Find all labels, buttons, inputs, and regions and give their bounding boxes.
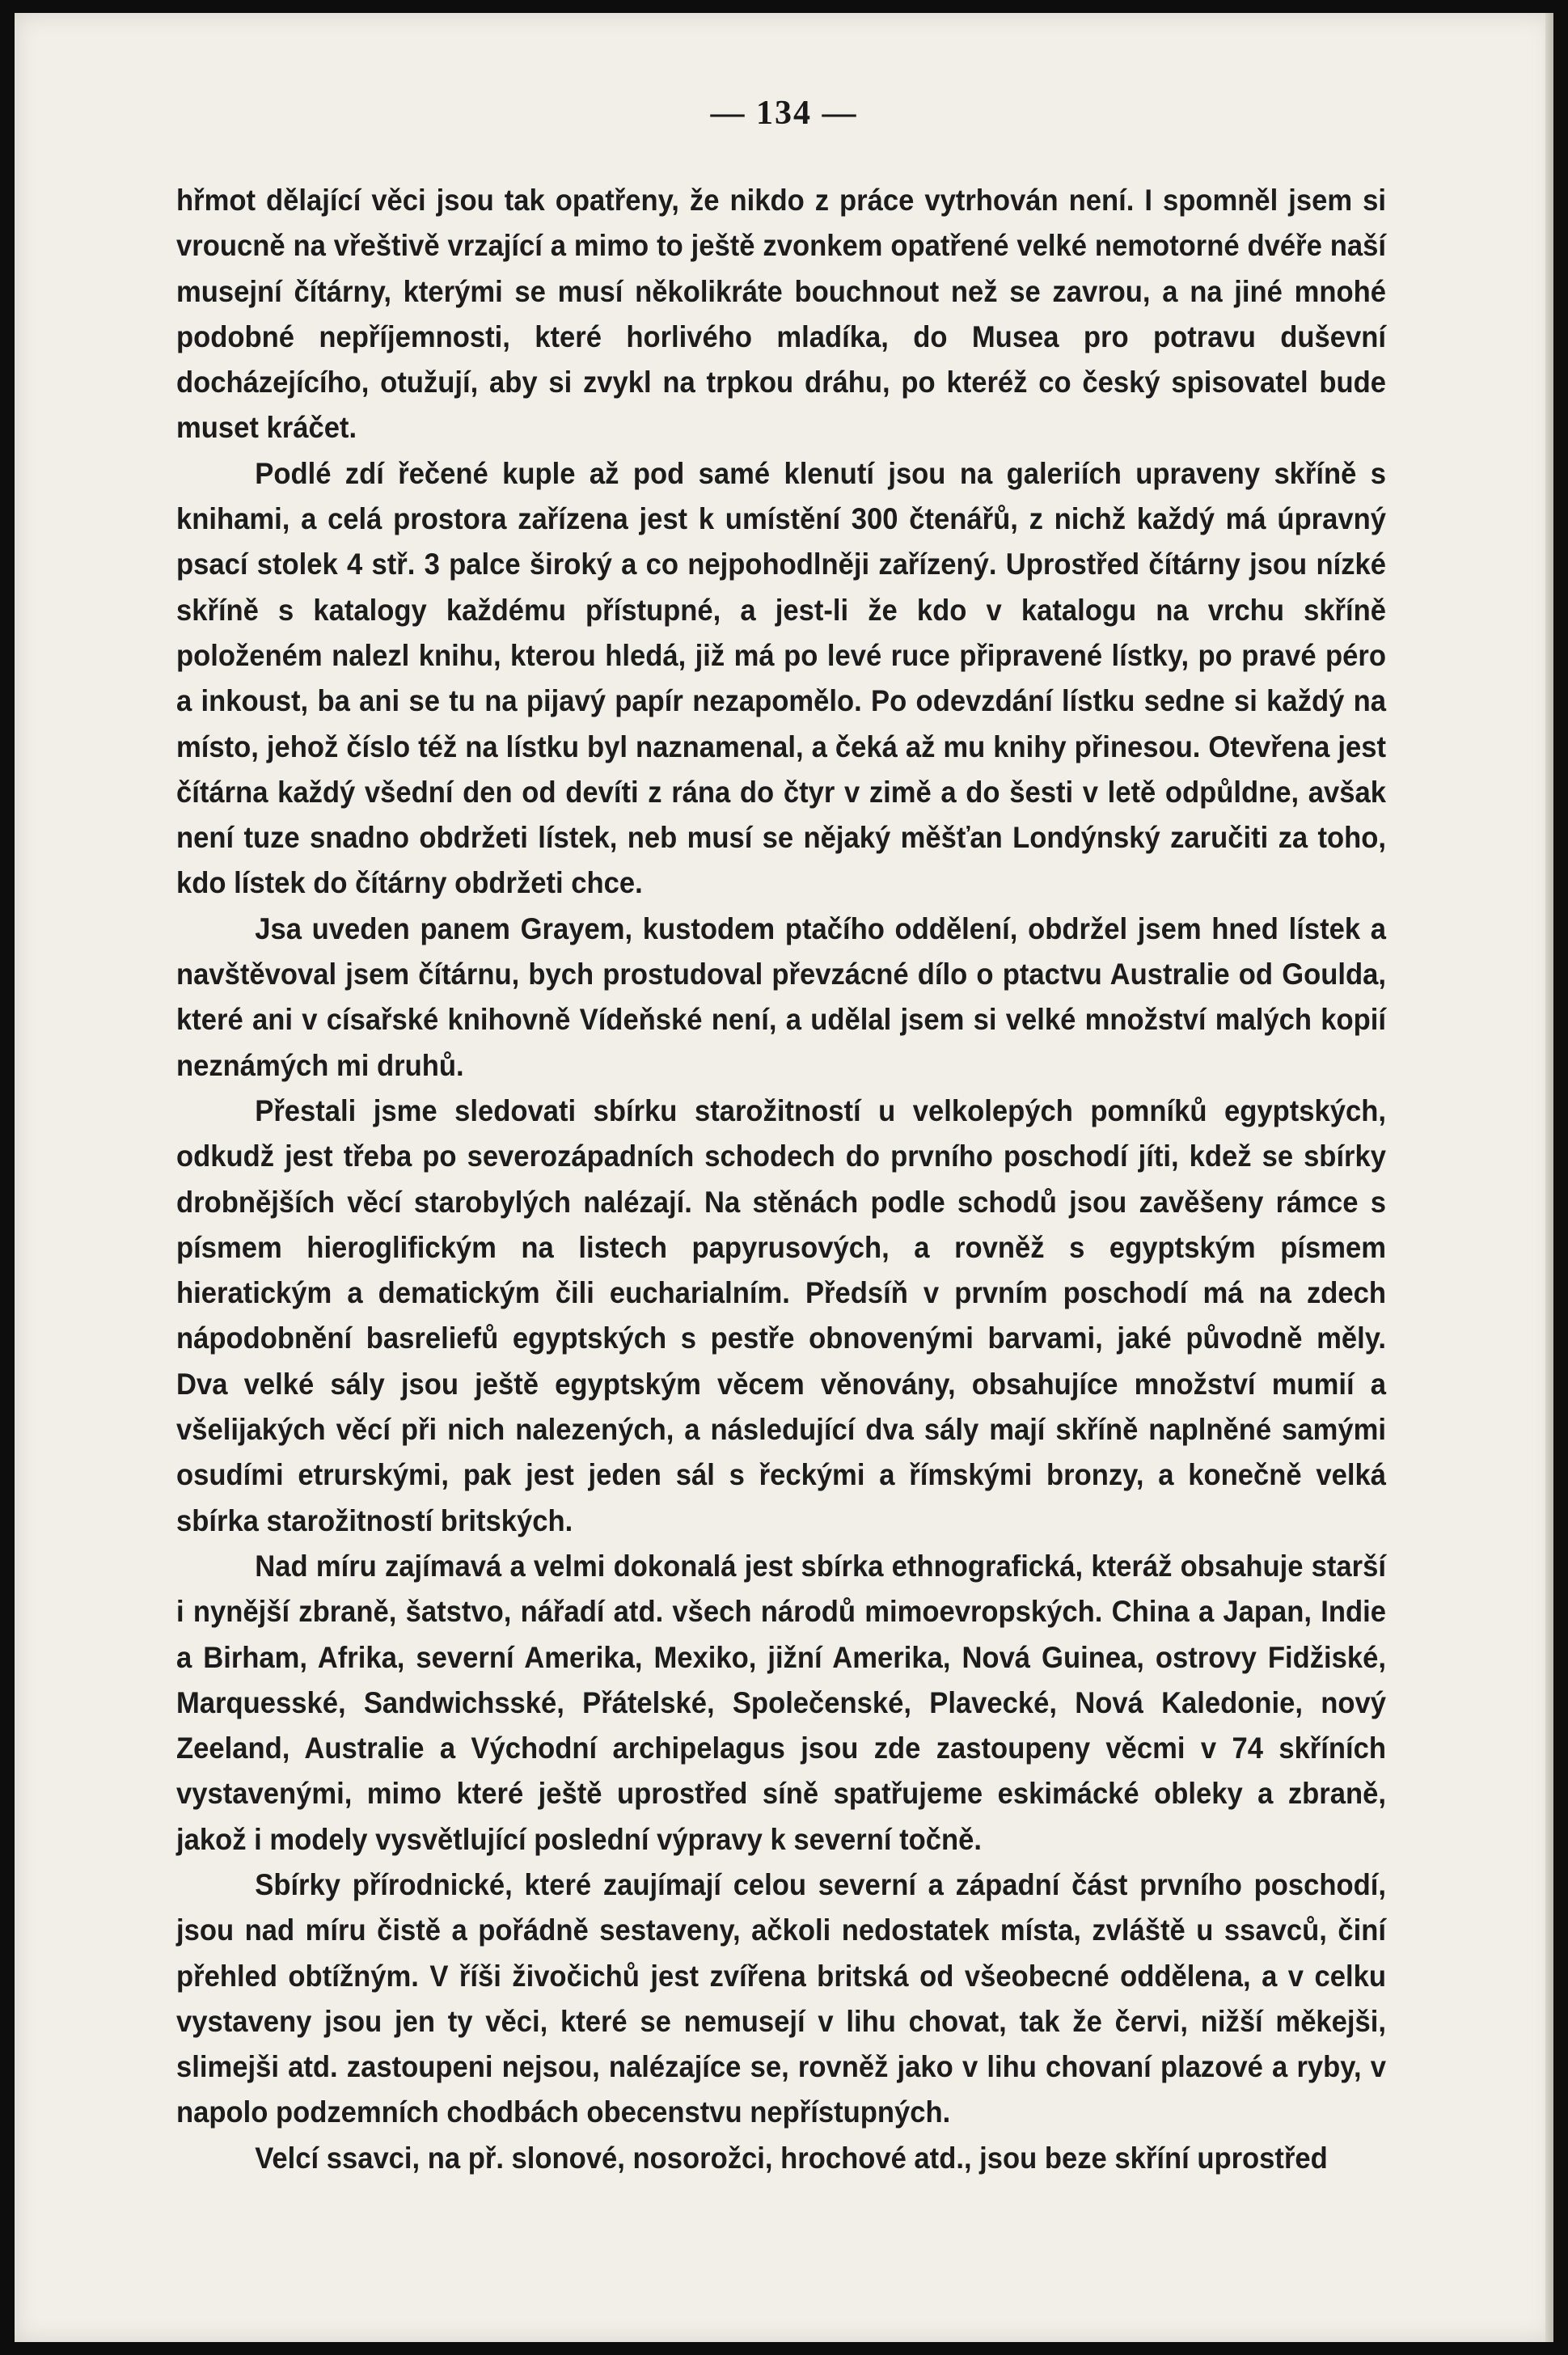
paragraph-6: Sbírky přírodnické, které zaujímají celou severní a západní část prvního poschodí, jsou nad míru čistě a pořádně sestaveny, ačkoli nedostatek místa, zvláště u ssavců, činí přehled obtížným. V říši živočichů jest zvířena britská od všeobecné oddělena, a v celku vystaveny jsou jen ty věci, které se nemusejí v lihu chovat, tak že červi, nižší měkejši, slimejši atd. zastoupeni nejsou, nalézajíce se, rovněž jako v lihu chovaní plazové a ryby, v napolo podzemních chodbách obecenstvu nepřístupných. (176, 1867, 1386, 2129)
paragraph-3: Jsa uveden panem Grayem, kustodem ptačího oddělení, obdržel jsem hned lístek a navštěvoval jsem čítárnu, bych prostudoval převzácné dílo o ptactvu Australie od Goulda, které ani v císařské knihovně Vídeňské není, a udělal jsem si velké množství malých kopií neznámých mi druhů. (176, 911, 1386, 1082)
page-number: — 134 — (710, 95, 858, 132)
page-edge (1545, 13, 1553, 2342)
paragraph-1: hřmot dělající věci jsou tak opatřeny, že nikdo z práce vytrhován není. I spomněl jsem si vroucně na vřeštivě vrzající a mimo to ještě zvonkem opatřené velké nemotorné dvéře naší musejní čítárny, kterými se musí několikráte bouchnout než se zavrou, a na jiné mnohé podobné nepříjemnosti, které horlivého mladíka, do Musea pro potravu duševní docházejícího, otužují, aby si zvykl na trpkou dráhu, po kteréž co český spisovatel bude muset kráčet. (176, 184, 1386, 445)
body-text (176, 178, 1386, 2181)
paragraph-7: Velcí ssavci, na př. slonové, nosorožci, hrochové atd., jsou beze skříní uprostřed (255, 2141, 1328, 2175)
paragraph-5: Nad míru zajímavá a velmi dokonalá jest sbírka ethnografická, kteráž obsahuje starší i nynější zbraně, šatstvo, nářadí atd. všech národů mimoevropských. China a Japan, Indie a Birham, Afrika, severní Amerika, Mexiko, jižní Amerika, Nová Guinea, ostrovy Fidžiské, Marquesské, Sandwichsské, Přátelské, Společenské, Plavecké, Nová Kaledonie, nový Zeeland, Australie a Východní archipelagus jsou zde zastoupeny věcmi v 74 skříních vystavenými, mimo které ještě uprostřed síně spatřujeme eskimácké obleky a zbraně, jakož i modely vysvětlující poslední výpravy k severní točně. (176, 1549, 1386, 1856)
paragraph-2: Podlé zdí řečené kuple až pod samé klenutí jsou na galeriích upraveny skříně s knihami, a celá prostora zařízena jest k umístění 300 čtenářů, z nichž každý má úpravný psací stolek 4 stř. 3 palce široký a co nejpohodlněji zařízený. Uprostřed čítárny jsou nízké skříně s katalogy každému přístupné, a jest-li že kdo v katalogu na vrchu skříně položeném nalezl knihu, kterou hledá, již má po levé ruce připravené lístky, po pravé péro a inkoust, ba ani se tu na pijavý papír nezapomělo. Po odevzdání lístku sedne si každý na místo, jehož číslo též na lístku byl naznamenal, a čeká až mu knihy přinesou. Otevřena jest čítárna každý všední den od devíti z rána do čtyr v zimě a do šesti v letě odpůldne, avšak není tuze snadno obdržeti lístek, neb musí se nějaký měšťan Londýnský zaručiti za toho, kdo lístek do čítárny obdržeti chce. (176, 456, 1386, 900)
book-page (15, 13, 1553, 2342)
paragraph-4: Přestali jsme sledovati sbírku starožitností u velkolepých pomníků egyptských, odkudž jest třeba po severozápadních schodech do prvního poschodí jíti, kdež se sbírky drobnějších věcí starobylých nalézají. Na stěnách podle schodů jsou zavěšeny rámce s písmem hieroglifickým na listech papyrusových, a rovněž s egyptským písmem hieratickým a dematickým čili eucharialním. Předsíň v prvním poschodí má na zdech nápodobnění basreliefů egyptských s pestře obnovenými barvami, jaké původně měly. Dva velké sály jsou ještě egyptským věcem věnovány, obsahujíce množství mumií a všelijakých věcí při nich nalezených, a následující dva sály mají skříně naplněné samými osudími etrurskými, pak jest jeden sál s řeckými a římskými bronzy, a konečně velká sbírka starožitností britských. (176, 1093, 1386, 1537)
